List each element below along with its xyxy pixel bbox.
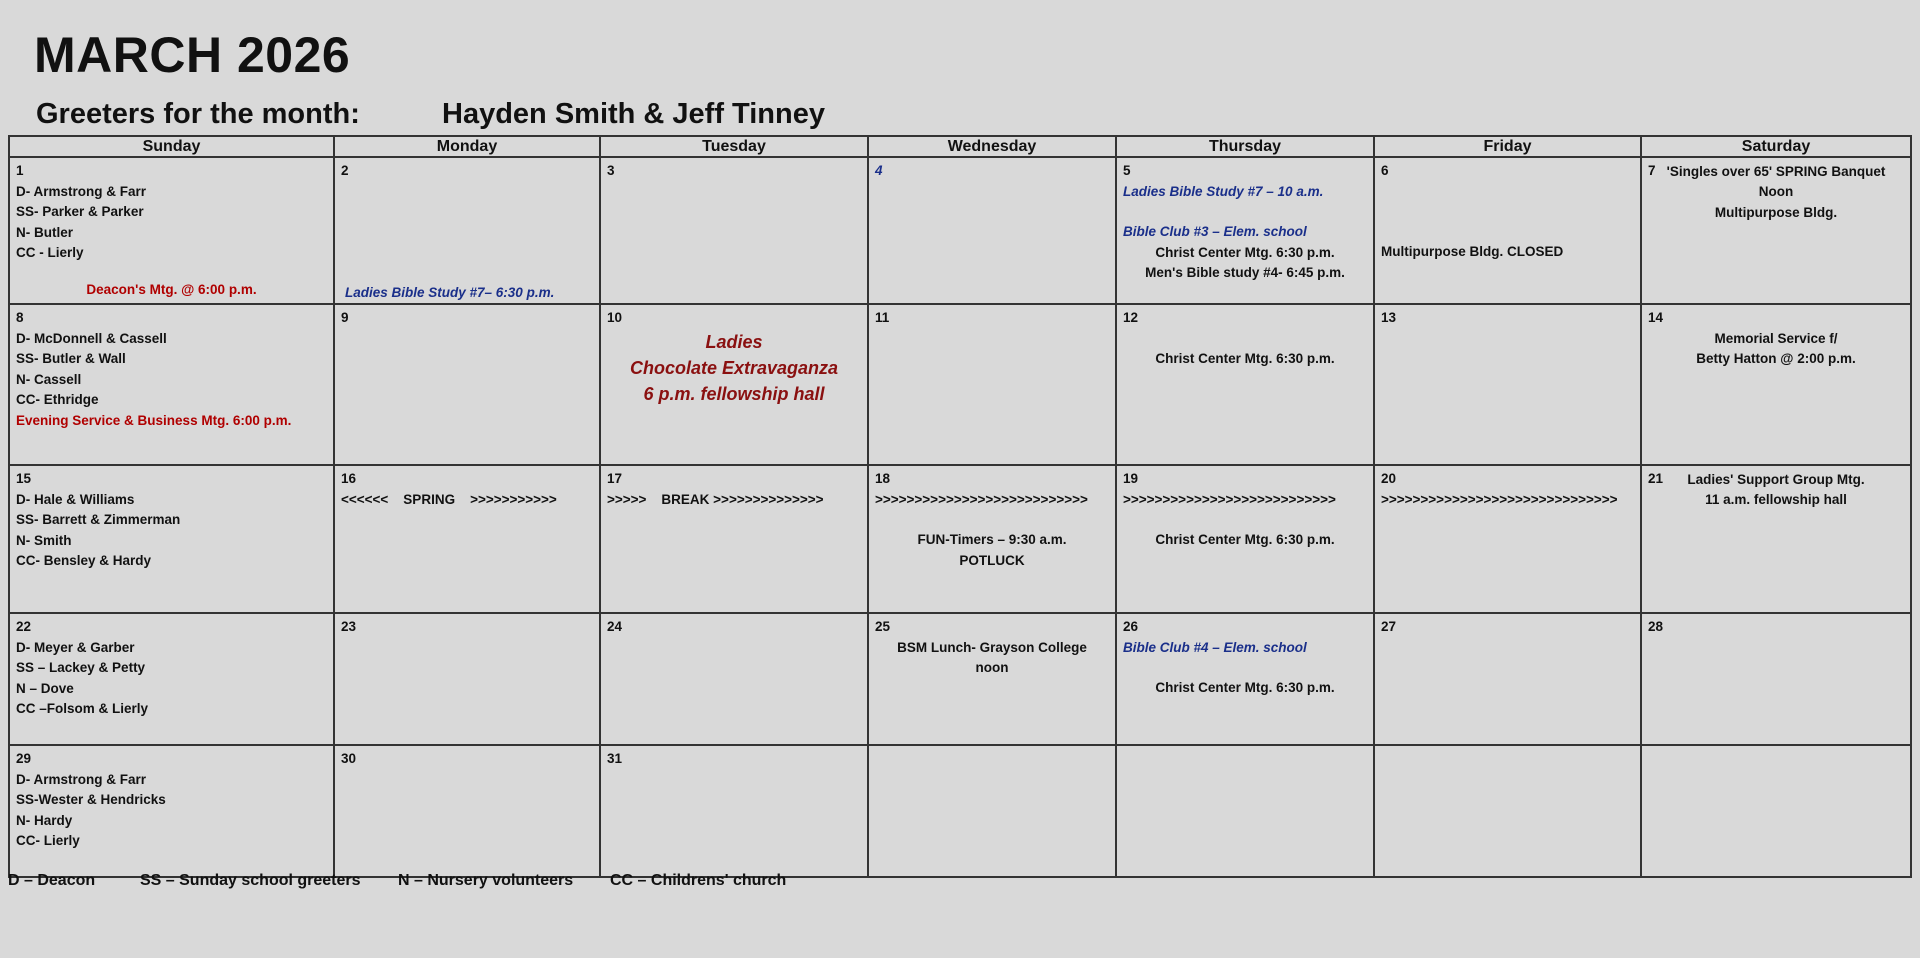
day-cell-11: [868, 304, 1116, 465]
legend-sunday-school: SS – Sunday school greeters: [140, 872, 361, 889]
event-spring-break-arrows: >>>>>>>>>>>>>>>>>>>>>>>>>>>: [875, 491, 1088, 507]
childrens-church-assignment: CC –Folsom & Lierly: [16, 701, 149, 716]
childrens-church-assignment: CC- Bensley & Hardy: [16, 553, 152, 568]
nursery-assignment: N- Cassell: [16, 371, 82, 387]
sunday-school-assignment: SS- Parker & Parker: [16, 204, 144, 219]
calendar-grid: [8, 135, 1912, 878]
day-cell-28: [1641, 613, 1911, 745]
empty-cell: [868, 745, 1116, 877]
day-cell-18: [868, 465, 1116, 613]
week-row-3: [9, 465, 1911, 613]
event-deacons-meeting: Deacon's Mtg. @ 6:00 p.m.: [86, 281, 257, 297]
deacon-assignment: D- Meyer & Garber: [16, 639, 135, 655]
childrens-church-assignment: CC- Lierly: [16, 833, 80, 848]
day-number: 25: [875, 619, 891, 634]
day-number: 5: [1123, 163, 1131, 178]
day-number: 1: [16, 163, 24, 178]
day-cell-14: [1641, 304, 1911, 465]
nursery-assignment: N- Smith: [16, 532, 72, 548]
event-support-group: Ladies' Support Group Mtg.: [1687, 471, 1865, 487]
header-wednesday: Wednesday: [868, 136, 1116, 157]
sunday-school-assignment: SS- Butler & Wall: [16, 351, 126, 366]
day-number: 23: [341, 619, 357, 634]
day-cell-15: [9, 465, 334, 613]
day-cell-4: [868, 157, 1116, 304]
week-row-5: [9, 745, 1911, 877]
event-mens-bible-study: Men's Bible study #4- 6:45 p.m.: [1145, 265, 1345, 280]
event-singles-banquet: 'Singles over 65' SPRING Banquet: [1666, 163, 1886, 179]
day-cell-17: [600, 465, 868, 613]
event-potluck: POTLUCK: [959, 552, 1025, 568]
event-bible-club: Bible Club #3 – Elem. school: [1123, 224, 1307, 239]
event-christ-center: Christ Center Mtg. 6:30 p.m.: [1155, 532, 1335, 547]
day-number: 4: [875, 163, 883, 178]
event-christ-center: Christ Center Mtg. 6:30 p.m.: [1155, 350, 1335, 366]
empty-cell: [1116, 745, 1374, 877]
event-bsm-lunch: BSM Lunch- Grayson College: [897, 639, 1087, 655]
day-number: 24: [607, 619, 623, 634]
week-row-2: [9, 304, 1911, 465]
event-bible-club: Bible Club #4 – Elem. school: [1123, 639, 1307, 655]
day-cell-20: [1374, 465, 1641, 613]
greeters-line: [36, 98, 825, 131]
header-monday: Monday: [334, 136, 600, 157]
day-cell-13: [1374, 304, 1641, 465]
sunday-school-assignment: SS- Barrett & Zimmerman: [16, 512, 181, 527]
greeters-label: Greeters for the month:: [36, 98, 360, 130]
weekday-header-row: [9, 136, 1911, 157]
day-number: 12: [1123, 310, 1139, 325]
day-number: 20: [1381, 471, 1397, 486]
day-cell-22: [9, 613, 334, 745]
event-spring-break-start: <<<<<< SPRING >>>>>>>>>>>: [341, 491, 557, 507]
day-number: 18: [875, 471, 891, 486]
day-number: 13: [1381, 310, 1397, 325]
day-cell-29: [9, 745, 334, 877]
deacon-assignment: D- Armstrong & Farr: [16, 183, 147, 199]
day-cell-1: [9, 157, 334, 304]
day-number: 27: [1381, 619, 1397, 634]
header-saturday: Saturday: [1641, 136, 1911, 157]
day-cell-6: [1374, 157, 1641, 304]
day-cell-9: [334, 304, 600, 465]
day-cell-30: [334, 745, 600, 877]
day-number: 16: [341, 471, 357, 486]
event-spring-break: >>>>> BREAK >>>>>>>>>>>>>>: [607, 491, 824, 507]
empty-cell: [1374, 745, 1641, 877]
sunday-school-assignment: SS – Lackey & Petty: [16, 660, 146, 675]
day-cell-16: [334, 465, 600, 613]
event-multipurpose-closed: Multipurpose Bldg. CLOSED: [1381, 243, 1564, 259]
greeters-names: Hayden Smith & Jeff Tinney: [442, 98, 825, 130]
event-spring-break-arrows: >>>>>>>>>>>>>>>>>>>>>>>>>>>>>>: [1381, 491, 1618, 507]
day-number: 30: [341, 751, 357, 766]
sunday-school-assignment: SS-Wester & Hendricks: [16, 792, 166, 807]
day-number: 8: [16, 310, 24, 325]
day-cell-7: [1641, 157, 1911, 304]
day-cell-12: [1116, 304, 1374, 465]
header-thursday: Thursday: [1116, 136, 1374, 157]
event-banquet-location: Multipurpose Bldg.: [1714, 204, 1838, 220]
day-number: 6: [1381, 163, 1389, 178]
event-support-group-time: 11 a.m. fellowship hall: [1705, 492, 1847, 507]
deacon-assignment: D- Hale & Williams: [16, 491, 135, 507]
header-friday: Friday: [1374, 136, 1641, 157]
day-number: 22: [16, 619, 32, 634]
page-title: MARCH 2026: [34, 27, 351, 83]
day-cell-27: [1374, 613, 1641, 745]
day-number: 3: [607, 163, 615, 178]
deacon-assignment: D- McDonnell & Cassell: [16, 330, 167, 346]
day-number: 21: [1648, 471, 1664, 486]
day-number: 14: [1648, 310, 1664, 325]
day-number: 2: [341, 163, 349, 178]
event-memorial-service: Memorial Service f/: [1714, 330, 1838, 346]
empty-cell: [1641, 745, 1911, 877]
childrens-church-assignment: CC - Lierly: [16, 245, 84, 260]
deacon-assignment: D- Armstrong & Farr: [16, 771, 147, 787]
day-number: 9: [341, 310, 349, 325]
day-cell-31: [600, 745, 868, 877]
childrens-church-assignment: CC- Ethridge: [16, 392, 99, 407]
day-cell-24: [600, 613, 868, 745]
event-fun-timers: FUN-Timers – 9:30 a.m.: [917, 532, 1067, 547]
week-row-1: [9, 157, 1911, 304]
event-ladies-bible-study: Ladies Bible Study #7– 6:30 p.m.: [345, 284, 555, 300]
day-cell-3: [600, 157, 868, 304]
nursery-assignment: N- Hardy: [16, 812, 73, 828]
legend-deacon: D – Deacon: [8, 872, 96, 889]
legend-nursery: N – Nursery volunteers: [398, 872, 574, 889]
event-memorial-time: Betty Hatton @ 2:00 p.m.: [1696, 351, 1856, 366]
event-extravaganza-time: 6 p.m. fellowship hall: [643, 383, 825, 404]
event-banquet-time: Noon: [1758, 184, 1794, 199]
nursery-assignment: N – Dove: [16, 680, 74, 696]
day-number: 7: [1648, 163, 1656, 178]
day-cell-21: [1641, 465, 1911, 613]
day-number: 26: [1123, 619, 1139, 634]
day-number: 17: [607, 471, 623, 486]
event-chocolate-extravaganza: Chocolate Extravaganza: [629, 357, 839, 378]
event-ladies-bible-study: Ladies Bible Study #7 – 10 a.m.: [1123, 183, 1324, 199]
day-number: 15: [16, 471, 32, 486]
event-ladies: Ladies: [705, 331, 763, 352]
day-cell-10: [600, 304, 868, 465]
week-row-4: [9, 613, 1911, 745]
day-number: 10: [607, 310, 623, 325]
event-christ-center: Christ Center Mtg. 6:30 p.m.: [1155, 680, 1335, 695]
day-number: 11: [875, 310, 890, 325]
header-sunday: Sunday: [9, 136, 334, 157]
day-cell-19: [1116, 465, 1374, 613]
day-number: 29: [16, 751, 32, 766]
day-cell-8: [9, 304, 334, 465]
event-evening-service: Evening Service & Business Mtg. 6:00 p.m.: [16, 412, 292, 428]
legend-childrens-church: CC – Childrens' church: [610, 872, 787, 889]
day-number: 31: [607, 751, 623, 766]
day-number: 19: [1123, 471, 1139, 486]
event-spring-break-arrows: >>>>>>>>>>>>>>>>>>>>>>>>>>>: [1123, 491, 1336, 507]
event-bsm-lunch-time: noon: [975, 660, 1009, 675]
day-cell-23: [334, 613, 600, 745]
day-cell-2: [334, 157, 600, 304]
day-cell-25: [868, 613, 1116, 745]
day-number: 28: [1648, 619, 1664, 634]
event-christ-center: Christ Center Mtg. 6:30 p.m.: [1155, 244, 1335, 260]
header-tuesday: Tuesday: [600, 136, 868, 157]
nursery-assignment: N- Butler: [16, 224, 73, 240]
day-cell-26: [1116, 613, 1374, 745]
day-cell-5: [1116, 157, 1374, 304]
